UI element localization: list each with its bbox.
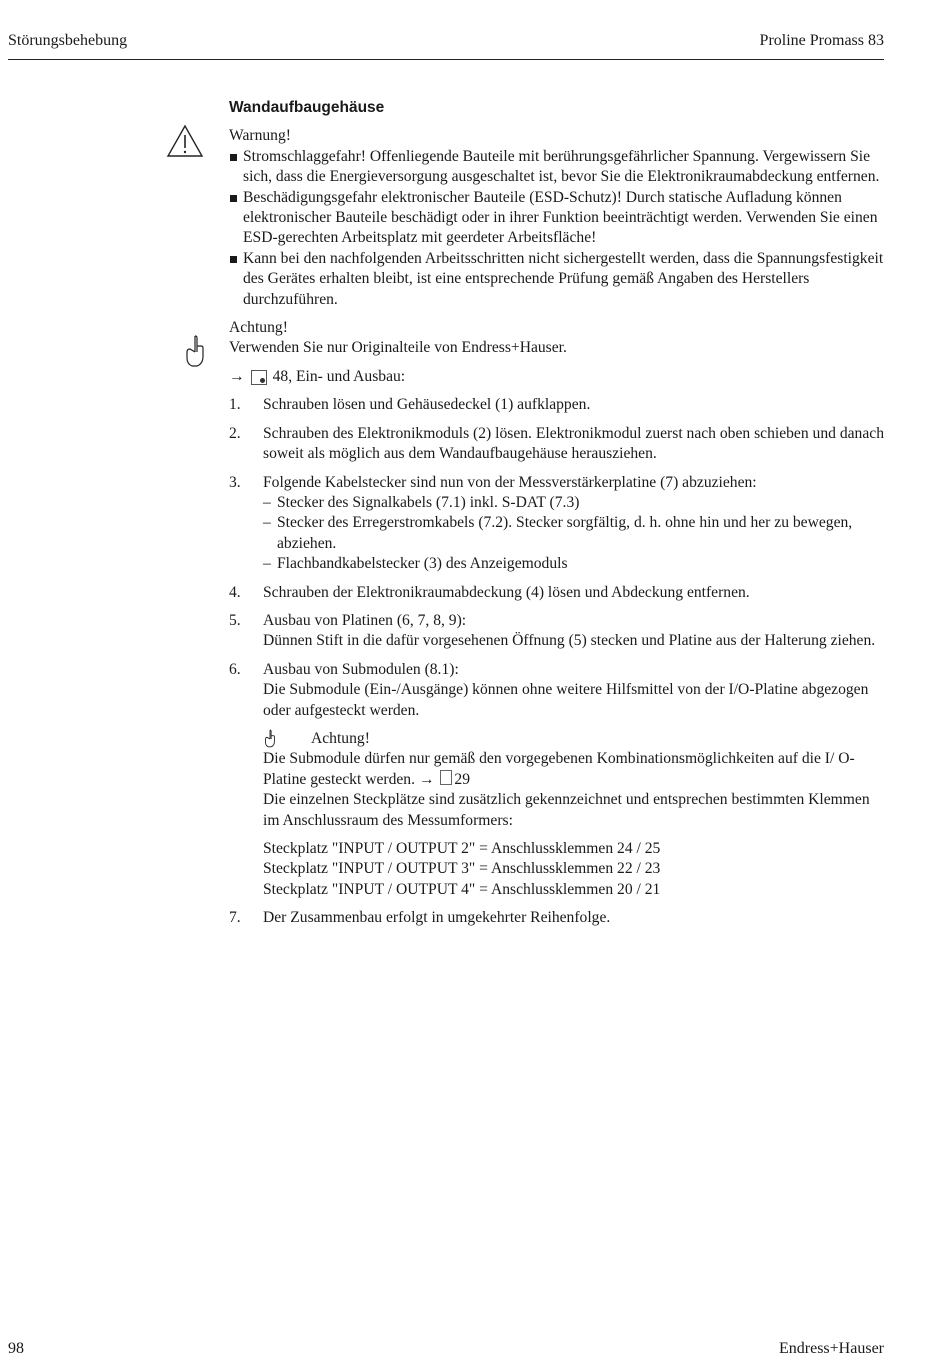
connector-item: – Stecker des Erregerstromkabels (7.2). Stecker sorgfältig, d. h. ohne hin und her zu bewegen, abziehen. [263, 513, 885, 554]
running-header-product: Proline Promass 83 [759, 32, 884, 49]
step6-caution-label: Achtung! [311, 729, 370, 747]
step-item [229, 660, 885, 900]
pointing-hand-icon [183, 334, 207, 370]
step-text: Schrauben lösen und Gehäusedeckel (1) aufklappen. [263, 396, 591, 414]
slot-assignments [263, 839, 885, 900]
step-item [229, 908, 885, 928]
step-item [229, 473, 885, 575]
page-reference-icon [440, 770, 452, 785]
warning-label: Warnung! [229, 127, 291, 145]
warning-item: Stromschlaggefahr! Offenliegende Bauteile mit berührungsgefährlicher Spannung. Vergewissern Sie sich, dass die Energieversorgung ausgeschaltet ist, bevor Sie die Elektronikraumabdeckung entfernen. [229, 147, 885, 188]
step-number: 7. [229, 909, 241, 927]
step-item [229, 611, 885, 652]
connector-item: – Flachbandkabelstecker (3) des Anzeigemoduls [263, 554, 885, 574]
reference-arrow: → [229, 367, 245, 385]
warning-item: Beschädigungsgefahr elektronischer Bauteile (ESD-Schutz)! Durch statische Aufladung können elektronischer Bauteile beschädigt oder in ihrer Funktion beeinträchtigt werden. Verwenden Sie einen ESD-gerechten Arbeitsplatz mit geerdeter Arbeitsfläche! [229, 188, 885, 249]
step-detail: Die Submodule (Ein-/Ausgänge) können ohne weitere Hilfsmittel von der I/O-Platine abgezogen oder aufgesteckt werden. [263, 681, 869, 719]
step-item [229, 424, 885, 465]
header-rule [8, 59, 884, 60]
step-detail: Dünnen Stift in die dafür vorgesehenen Öffnung (5) stecken und Platine aus der Halterung ziehen. [263, 632, 876, 650]
connector-list [263, 493, 885, 575]
slot-line: Steckplatz "INPUT / OUTPUT 3" = Anschlussklemmen 22 / 23 [263, 860, 661, 878]
warning-list [229, 147, 885, 310]
step-number: 3. [229, 473, 241, 491]
running-header-section: Störungsbehebung [8, 32, 128, 49]
caution-label: Achtung! [229, 319, 288, 337]
step6-caution-text-1: Die Submodule dürfen nur gemäß den vorgegebenen Kombinationsmöglichkeiten auf die I/ O-Platine gesteckt werden. [263, 750, 855, 788]
step-number: 2. [229, 424, 241, 442]
step6-caution-text [263, 749, 885, 790]
step-item [229, 583, 885, 603]
slot-line: Steckplatz "INPUT / OUTPUT 2" = Anschlussklemmen 24 / 25 [263, 840, 661, 857]
step-text: Folgende Kabelstecker sind nun von der Messverstärkerplatine (7) abzuziehen: [263, 473, 757, 491]
step-number: 4. [229, 583, 241, 601]
step-text: Schrauben des Elektronikmoduls (2) lösen. Elektronikmodul zuerst nach oben schieben und danach soweit als möglich aus dem Wandaufbaugehäuse herausziehen. [263, 424, 884, 463]
procedure-steps [229, 395, 885, 928]
warning-triangle-icon [166, 124, 204, 158]
step-text: Ausbau von Submodulen (8.1): [263, 660, 459, 678]
step-text: Ausbau von Platinen (6, 7, 8, 9): [263, 611, 467, 629]
step-number: 5. [229, 611, 241, 629]
main-content [229, 98, 885, 937]
reference-text: 48, Ein- und Ausbau: [272, 367, 406, 385]
step-text: Der Zusammenbau erfolgt in umgekehrter Reihenfolge. [263, 909, 611, 927]
connector-item: – Stecker des Signalkabels (7.1) inkl. S-DAT (7.3) [263, 493, 885, 513]
warning-item: Kann bei den nachfolgenden Arbeitsschritten nicht sichergestellt werden, dass die Spannungsfestigkeit des Gerätes erhalten bleibt, ist eine entsprechende Prüfung gemäß Angaben des Herstellers durchzuführen. [229, 249, 885, 310]
step6-caution-text-2: Die einzelnen Steckplätze sind zusätzlich gekennzeichnet und entsprechen bestimmten Klemmen im Anschlussraum des Messumformers: [263, 791, 870, 829]
step-text: Schrauben der Elektronikraumabdeckung (4) lösen und Abdeckung entfernen. [263, 583, 750, 601]
footer-brand: Endress+Hauser [779, 1340, 884, 1357]
pointing-hand-icon [263, 729, 277, 749]
figure-reference-icon [251, 370, 267, 385]
page-reference-number: 29 [454, 770, 470, 788]
slot-line: Steckplatz "INPUT / OUTPUT 4" = Anschlussklemmen 20 / 21 [263, 880, 661, 898]
step-number: 6. [229, 660, 241, 678]
step6-caution [263, 729, 885, 749]
page-reference-arrow: → [418, 770, 435, 788]
caution-text: Verwenden Sie nur Originalteile von Endress+Hauser. [229, 339, 567, 357]
figure-reference [229, 367, 885, 387]
page-number: 98 [8, 1340, 24, 1357]
section-title: Wandaufbaugehäuse [229, 99, 385, 116]
step-item [229, 395, 885, 415]
step-number: 1. [229, 396, 241, 414]
